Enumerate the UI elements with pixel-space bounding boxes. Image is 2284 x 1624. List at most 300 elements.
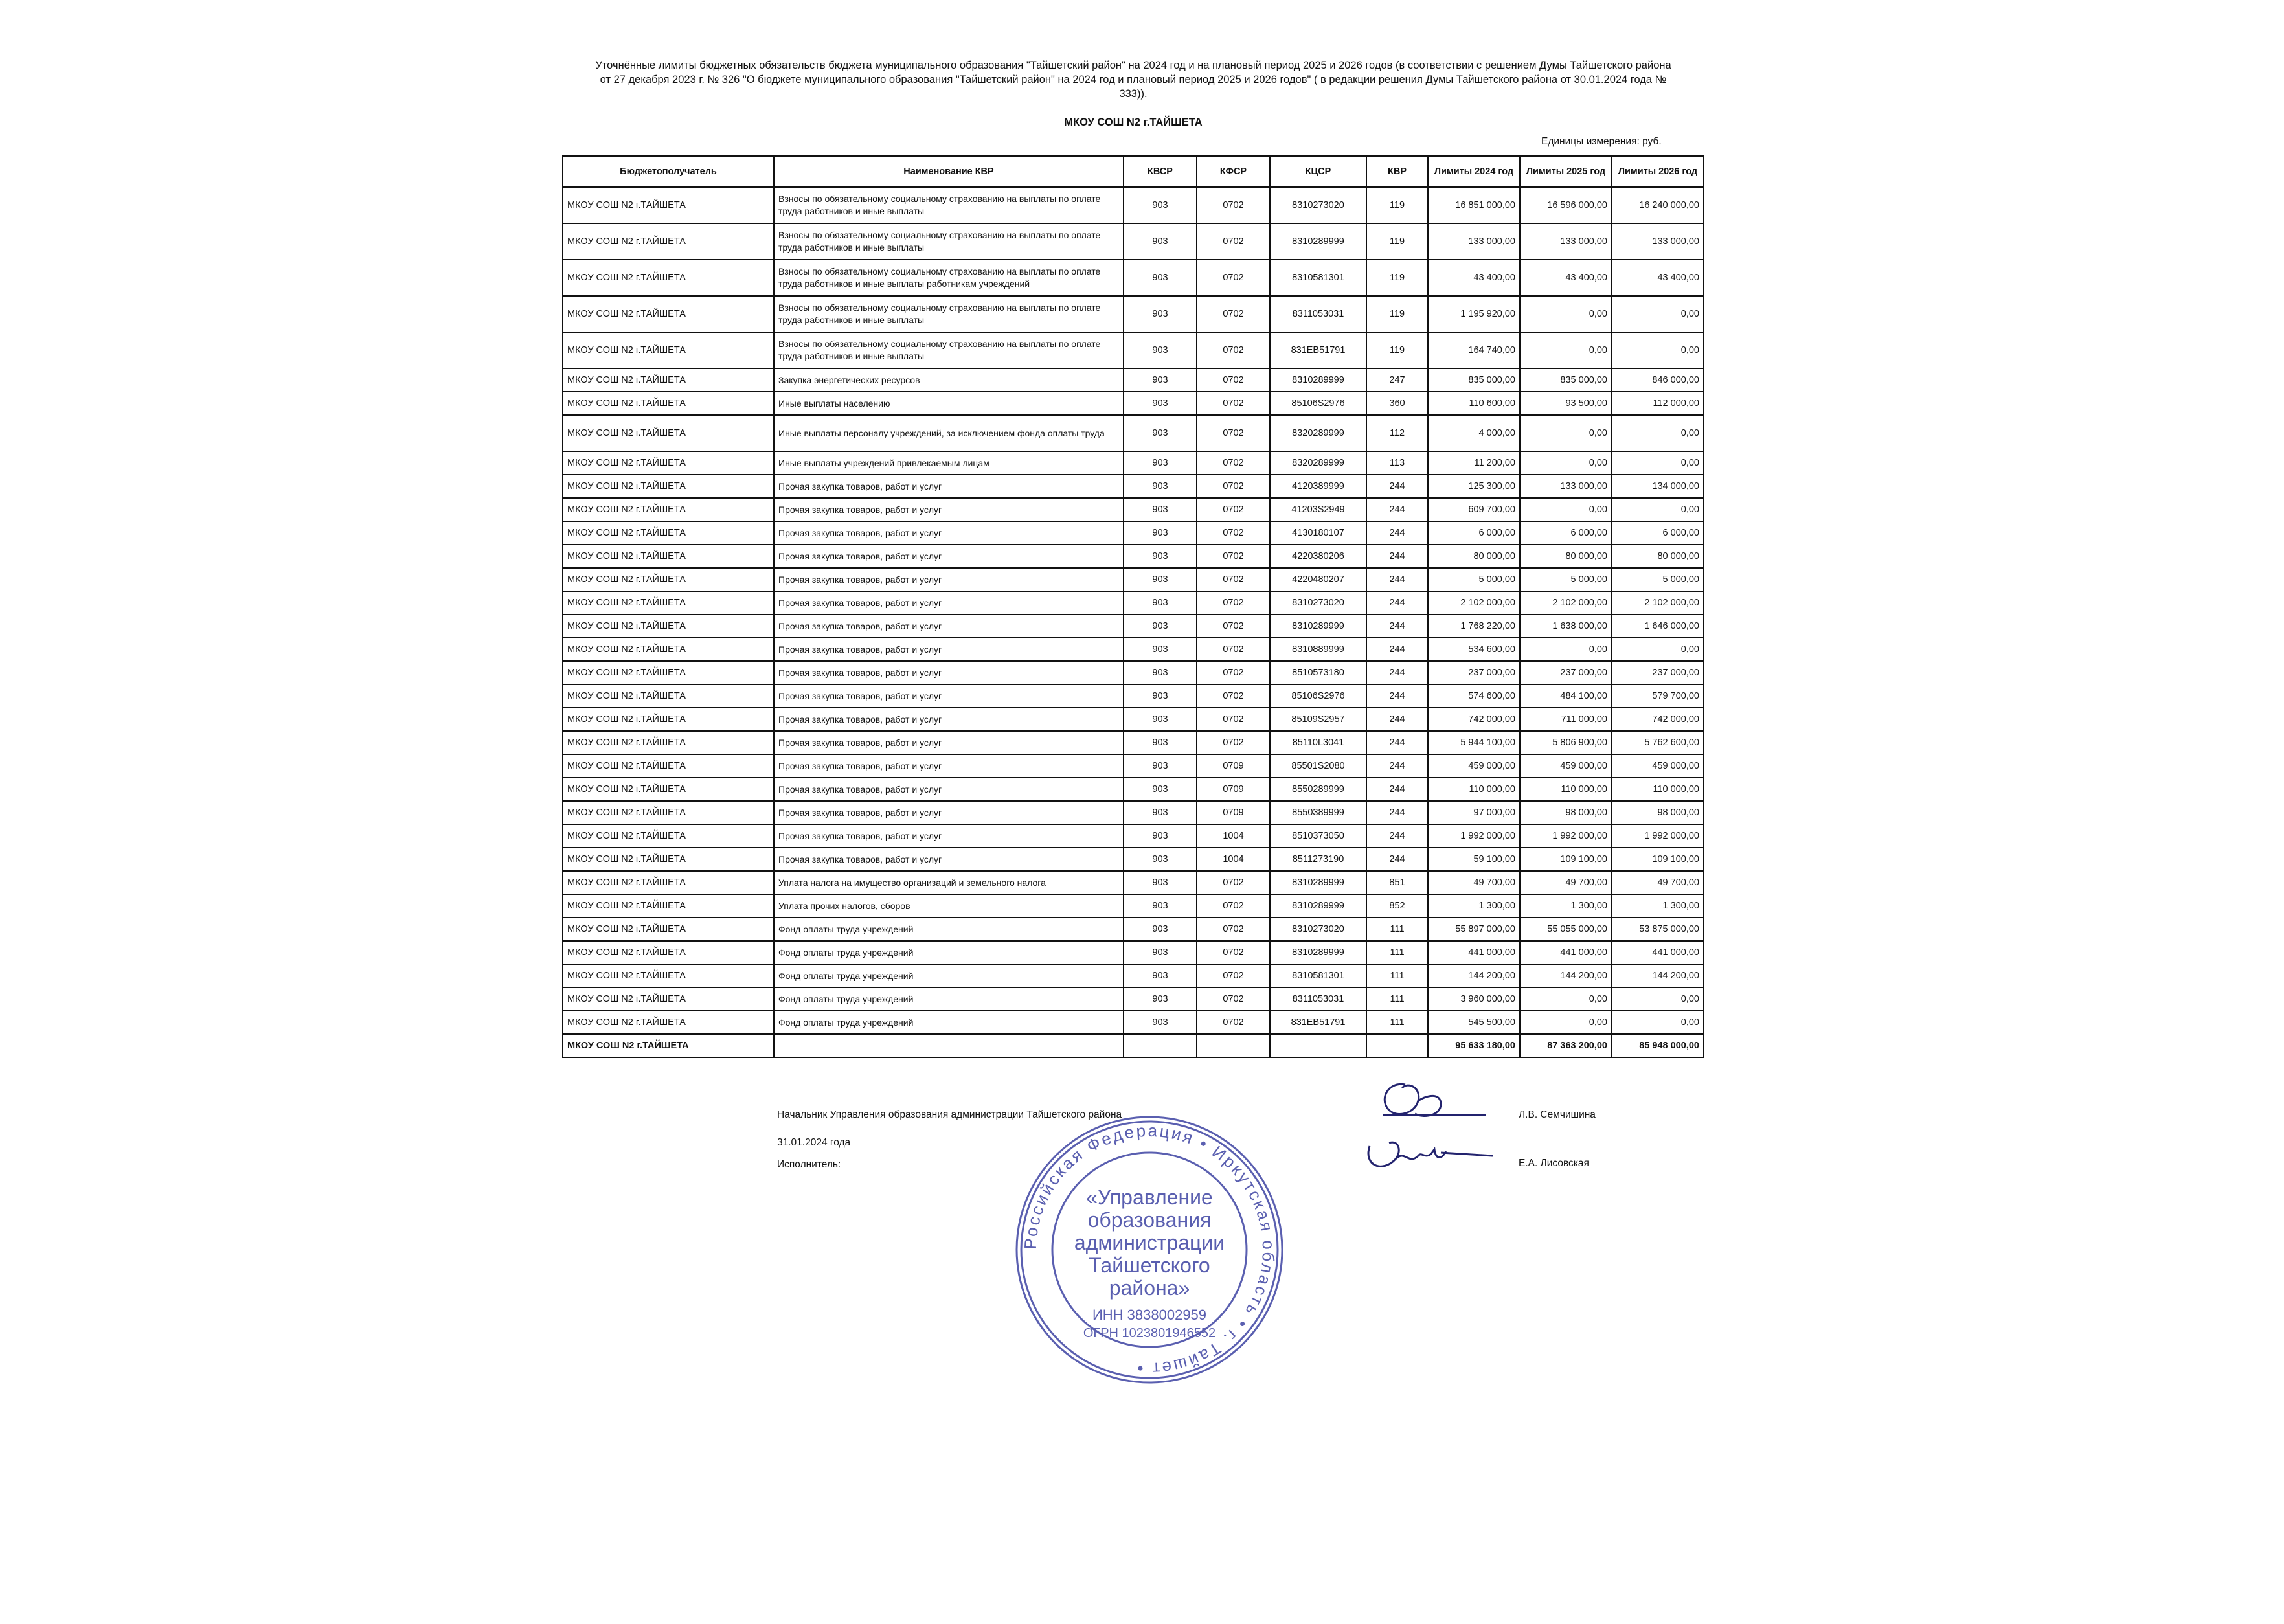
table-row xyxy=(563,260,1704,296)
cell-kvr: 244 xyxy=(1366,684,1428,708)
table-row xyxy=(563,1011,1704,1034)
cell-kvsr: 903 xyxy=(1124,1011,1197,1034)
cell-limit-2025: 0,00 xyxy=(1520,296,1612,332)
cell-kvsr: 903 xyxy=(1124,615,1197,638)
cell-kfsr: 0702 xyxy=(1197,187,1270,223)
cell-kfsr: 1004 xyxy=(1197,824,1270,848)
cell-kvr: 244 xyxy=(1366,521,1428,545)
cell-kfsr: 1004 xyxy=(1197,848,1270,871)
stamp-line-4: Тайшетского xyxy=(1089,1254,1210,1277)
cell-kvr: 244 xyxy=(1366,731,1428,754)
cell-kvsr: 903 xyxy=(1124,941,1197,964)
units-label: Единицы измерения: руб. xyxy=(1541,136,1662,147)
cell-kfsr: 0702 xyxy=(1197,731,1270,754)
table-row xyxy=(563,187,1704,223)
cell-limit-2025: 144 200,00 xyxy=(1520,964,1612,987)
cell-kfsr: 0702 xyxy=(1197,475,1270,498)
header-kvr: КВР xyxy=(1366,156,1428,187)
cell-limit-2024: 459 000,00 xyxy=(1428,754,1520,778)
cell-recipient: МКОУ СОШ N2 г.ТАЙШЕТА xyxy=(563,918,774,941)
cell-kvsr: 903 xyxy=(1124,475,1197,498)
cell-limit-2026: 846 000,00 xyxy=(1612,368,1704,392)
cell-kvr-name: Прочая закупка товаров, работ и услуг xyxy=(774,521,1124,545)
cell-limit-2024: 55 897 000,00 xyxy=(1428,918,1520,941)
cell-limit-2025: 6 000,00 xyxy=(1520,521,1612,545)
cell-kvr: 111 xyxy=(1366,964,1428,987)
cell-limit-2024: 16 851 000,00 xyxy=(1428,187,1520,223)
cell-kvsr: 903 xyxy=(1124,545,1197,568)
cell-kvsr: 903 xyxy=(1124,223,1197,260)
stamp-line-2: образования xyxy=(1087,1208,1212,1232)
cell-recipient: МКОУ СОШ N2 г.ТАЙШЕТА xyxy=(563,475,774,498)
cell-kvr-name: Прочая закупка товаров, работ и услуг xyxy=(774,848,1124,871)
header-kcsr: КЦСР xyxy=(1270,156,1366,187)
cell-recipient: МКОУ СОШ N2 г.ТАЙШЕТА xyxy=(563,392,774,415)
cell-kvr: 111 xyxy=(1366,918,1428,941)
cell-kvr: 244 xyxy=(1366,801,1428,824)
cell-kvr: 119 xyxy=(1366,223,1428,260)
cell-kvr-name: Фонд оплаты труда учреждений xyxy=(774,918,1124,941)
stamp-line-5: района» xyxy=(1109,1276,1190,1300)
cell-limit-2024: 1 768 220,00 xyxy=(1428,615,1520,638)
cell-limit-2025: 711 000,00 xyxy=(1520,708,1612,731)
cell-kvsr: 903 xyxy=(1124,498,1197,521)
cell-kcsr: 4130180107 xyxy=(1270,521,1366,545)
stamp-outer-text: Российская Федерация • Иркутская область • г. Тайшет • xyxy=(1020,1120,1279,1379)
cell-kvr: 244 xyxy=(1366,824,1428,848)
cell-kvr: 851 xyxy=(1366,871,1428,894)
cell-recipient: МКОУ СОШ N2 г.ТАЙШЕТА xyxy=(563,754,774,778)
cell-kfsr: 0702 xyxy=(1197,392,1270,415)
cell-recipient: МКОУ СОШ N2 г.ТАЙШЕТА xyxy=(563,941,774,964)
cell-kvsr: 903 xyxy=(1124,871,1197,894)
cell-limit-2026: 133 000,00 xyxy=(1612,223,1704,260)
cell-limit-2024: 110 600,00 xyxy=(1428,392,1520,415)
cell-recipient: МКОУ СОШ N2 г.ТАЙШЕТА xyxy=(563,260,774,296)
table-row xyxy=(563,684,1704,708)
table-row xyxy=(563,638,1704,661)
table-row xyxy=(563,451,1704,475)
cell-kfsr: 0702 xyxy=(1197,223,1270,260)
cell-kvr-name: Фонд оплаты труда учреждений xyxy=(774,1011,1124,1034)
cell-recipient: МКОУ СОШ N2 г.ТАЙШЕТА xyxy=(563,545,774,568)
table-row xyxy=(563,392,1704,415)
cell-recipient: МКОУ СОШ N2 г.ТАЙШЕТА xyxy=(563,451,774,475)
cell-kvr-name: Взносы по обязательному социальному страхованию на выплаты по оплате труда работников и иные выплаты xyxy=(774,296,1124,332)
cell-kfsr: 0702 xyxy=(1197,987,1270,1011)
cell-limit-2026: 1 646 000,00 xyxy=(1612,615,1704,638)
cell-kvr-name: Иные выплаты персоналу учреждений, за исключением фонда оплаты труда xyxy=(774,415,1124,451)
stamp-inn: ИНН 3838002959 xyxy=(1092,1307,1207,1323)
table-row xyxy=(563,708,1704,731)
table-row xyxy=(563,368,1704,392)
cell-limit-2025: 93 500,00 xyxy=(1520,392,1612,415)
cell-kfsr: 0709 xyxy=(1197,801,1270,824)
cell-kvr-name: Иные выплаты населению xyxy=(774,392,1124,415)
cell-limit-2024: 3 960 000,00 xyxy=(1428,987,1520,1011)
header-recipient: Бюджетополучатель xyxy=(563,156,774,187)
cell-kvr-name: Прочая закупка товаров, работ и услуг xyxy=(774,475,1124,498)
cell-kcsr: 8320289999 xyxy=(1270,451,1366,475)
cell-kvr-name: Прочая закупка товаров, работ и услуг xyxy=(774,638,1124,661)
cell-recipient: МКОУ СОШ N2 г.ТАЙШЕТА xyxy=(563,521,774,545)
cell-kfsr: 0702 xyxy=(1197,521,1270,545)
table-row xyxy=(563,871,1704,894)
cell-kfsr xyxy=(1197,1034,1270,1057)
total-row xyxy=(563,1034,1704,1057)
cell-kcsr: 85106S2976 xyxy=(1270,684,1366,708)
cell-kvsr: 903 xyxy=(1124,260,1197,296)
table-row xyxy=(563,731,1704,754)
cell-limit-2024: 59 100,00 xyxy=(1428,848,1520,871)
cell-kcsr: 831EB51791 xyxy=(1270,1011,1366,1034)
cell-kvr: 244 xyxy=(1366,568,1428,591)
cell-recipient: МКОУ СОШ N2 г.ТАЙШЕТА xyxy=(563,661,774,684)
cell-limit-2024: 49 700,00 xyxy=(1428,871,1520,894)
heading-line-2: от 27 декабря 2023 г. № 326 "О бюджете муниципального образования "Тайшетский район" на 2024 год и плановый период 2025 и 2026 годов" ( в редакции решения Думы Тайшетского района от 30.01.2024 года № xyxy=(600,74,1667,85)
cell-kfsr: 0702 xyxy=(1197,918,1270,941)
cell-kvsr: 903 xyxy=(1124,661,1197,684)
cell-limit-2025: 0,00 xyxy=(1520,638,1612,661)
cell-kvr-name: Прочая закупка товаров, работ и услуг xyxy=(774,801,1124,824)
cell-kvsr: 903 xyxy=(1124,731,1197,754)
cell-limit-2024: 441 000,00 xyxy=(1428,941,1520,964)
cell-kvr-name: Взносы по обязательному социальному страхованию на выплаты по оплате труда работников и иные выплаты xyxy=(774,187,1124,223)
cell-limit-2024: 237 000,00 xyxy=(1428,661,1520,684)
cell-kvr-name: Прочая закупка товаров, работ и услуг xyxy=(774,498,1124,521)
cell-recipient: МКОУ СОШ N2 г.ТАЙШЕТА xyxy=(563,778,774,801)
cell-kfsr: 0702 xyxy=(1197,941,1270,964)
cell-limit-2025: 55 055 000,00 xyxy=(1520,918,1612,941)
cell-limit-2024: 110 000,00 xyxy=(1428,778,1520,801)
cell-limit-2025: 5 000,00 xyxy=(1520,568,1612,591)
cell-recipient: МКОУ СОШ N2 г.ТАЙШЕТА xyxy=(563,848,774,871)
cell-limit-2024: 609 700,00 xyxy=(1428,498,1520,521)
cell-kvsr: 903 xyxy=(1124,918,1197,941)
cell-limit-2024: 4 000,00 xyxy=(1428,415,1520,451)
cell-recipient: МКОУ СОШ N2 г.ТАЙШЕТА xyxy=(563,894,774,918)
cell-kcsr: 8550389999 xyxy=(1270,801,1366,824)
cell-limit-2026: 0,00 xyxy=(1612,498,1704,521)
cell-kcsr: 8310889999 xyxy=(1270,638,1366,661)
cell-kcsr: 4120389999 xyxy=(1270,475,1366,498)
cell-kvr-name: Прочая закупка товаров, работ и услуг xyxy=(774,615,1124,638)
cell-kvr-name xyxy=(774,1034,1124,1057)
cell-limit-2024: 125 300,00 xyxy=(1428,475,1520,498)
cell-limit-2024: 1 195 920,00 xyxy=(1428,296,1520,332)
cell-kvr: 111 xyxy=(1366,1011,1428,1034)
cell-recipient: МКОУ СОШ N2 г.ТАЙШЕТА xyxy=(563,591,774,615)
cell-limit-2024: 742 000,00 xyxy=(1428,708,1520,731)
cell-limit-2025: 80 000,00 xyxy=(1520,545,1612,568)
cell-kfsr: 0702 xyxy=(1197,615,1270,638)
cell-limit-2025: 459 000,00 xyxy=(1520,754,1612,778)
cell-limit-2025: 133 000,00 xyxy=(1520,223,1612,260)
cell-limit-2025: 237 000,00 xyxy=(1520,661,1612,684)
cell-recipient: МКОУ СОШ N2 г.ТАЙШЕТА xyxy=(563,731,774,754)
cell-limit-2025: 484 100,00 xyxy=(1520,684,1612,708)
heading-line-3: 333)). xyxy=(1119,88,1148,100)
cell-kfsr: 0702 xyxy=(1197,1011,1270,1034)
cell-kvsr: 903 xyxy=(1124,451,1197,475)
executor-name: Е.А. Лисовская xyxy=(1519,1158,1589,1169)
cell-kfsr: 0709 xyxy=(1197,778,1270,801)
cell-kvsr: 903 xyxy=(1124,187,1197,223)
cell-limit-2025: 0,00 xyxy=(1520,415,1612,451)
table-row xyxy=(563,824,1704,848)
cell-limit-2025: 0,00 xyxy=(1520,1011,1612,1034)
cell-kcsr: 8310289999 xyxy=(1270,894,1366,918)
cell-kvsr: 903 xyxy=(1124,801,1197,824)
cell-kfsr: 0702 xyxy=(1197,964,1270,987)
cell-limit-2024: 1 992 000,00 xyxy=(1428,824,1520,848)
cell-limit-2025: 2 102 000,00 xyxy=(1520,591,1612,615)
cell-recipient: МКОУ СОШ N2 г.ТАЙШЕТА xyxy=(563,987,774,1011)
cell-kvsr: 903 xyxy=(1124,778,1197,801)
table-row xyxy=(563,475,1704,498)
cell-limit-2024: 5 000,00 xyxy=(1428,568,1520,591)
cell-kvsr: 903 xyxy=(1124,415,1197,451)
cell-limit-2026: 742 000,00 xyxy=(1612,708,1704,731)
cell-limit-2026: 6 000,00 xyxy=(1612,521,1704,545)
cell-limit-2026: 1 300,00 xyxy=(1612,894,1704,918)
cell-limit-2024: 43 400,00 xyxy=(1428,260,1520,296)
cell-kcsr: 8510373050 xyxy=(1270,824,1366,848)
cell-limit-2025: 110 000,00 xyxy=(1520,778,1612,801)
cell-kvsr: 903 xyxy=(1124,708,1197,731)
cell-kvr: 119 xyxy=(1366,260,1428,296)
cell-kvr xyxy=(1366,1034,1428,1057)
cell-kvr: 244 xyxy=(1366,498,1428,521)
cell-limit-2026: 579 700,00 xyxy=(1612,684,1704,708)
cell-limit-2026: 0,00 xyxy=(1612,296,1704,332)
cell-limit-2024: 6 000,00 xyxy=(1428,521,1520,545)
cell-limit-2026: 80 000,00 xyxy=(1612,545,1704,568)
cell-limit-2026: 16 240 000,00 xyxy=(1612,187,1704,223)
table-row xyxy=(563,918,1704,941)
table-row xyxy=(563,941,1704,964)
cell-kvr: 119 xyxy=(1366,187,1428,223)
cell-kcsr: 8310289999 xyxy=(1270,615,1366,638)
cell-limit-2026: 53 875 000,00 xyxy=(1612,918,1704,941)
cell-kcsr: 85110L3041 xyxy=(1270,731,1366,754)
cell-kvr: 852 xyxy=(1366,894,1428,918)
limits-table xyxy=(562,155,1704,1058)
header-limit-2026: Лимиты 2026 год xyxy=(1612,156,1704,187)
cell-kvr: 244 xyxy=(1366,848,1428,871)
cell-limit-2026: 0,00 xyxy=(1612,415,1704,451)
cell-kvr: 244 xyxy=(1366,591,1428,615)
cell-recipient: МКОУ СОШ N2 г.ТАЙШЕТА xyxy=(563,684,774,708)
cell-limit-2026: 98 000,00 xyxy=(1612,801,1704,824)
cell-kfsr: 0702 xyxy=(1197,296,1270,332)
cell-kcsr: 8310581301 xyxy=(1270,260,1366,296)
cell-kvsr: 903 xyxy=(1124,638,1197,661)
cell-kvr-name: Прочая закупка товаров, работ и услуг xyxy=(774,754,1124,778)
cell-kfsr: 0702 xyxy=(1197,545,1270,568)
cell-limit-2024: 144 200,00 xyxy=(1428,964,1520,987)
heading-line-1: Уточнённые лимиты бюджетных обязательств бюджета муниципального образования "Тайшетский район" на 2024 год и на плановый период 2025 и 2026 годов (в соответствии с решением Думы Тайшетского района xyxy=(595,60,1671,71)
cell-limit-2026: 0,00 xyxy=(1612,638,1704,661)
cell-kfsr: 0702 xyxy=(1197,661,1270,684)
cell-recipient: МКОУ СОШ N2 г.ТАЙШЕТА xyxy=(563,332,774,368)
institution-title: МКОУ СОШ N2 г.ТАЙШЕТА xyxy=(1064,117,1203,128)
cell-kvr: 119 xyxy=(1366,332,1428,368)
cell-limit-2025: 109 100,00 xyxy=(1520,848,1612,871)
cell-kcsr: 41203S2949 xyxy=(1270,498,1366,521)
cell-limit-2024: 133 000,00 xyxy=(1428,223,1520,260)
cell-limit-2025: 49 700,00 xyxy=(1520,871,1612,894)
cell-kvr-name: Прочая закупка товаров, работ и услуг xyxy=(774,591,1124,615)
cell-kvr-name: Фонд оплаты труда учреждений xyxy=(774,941,1124,964)
cell-kvr: 244 xyxy=(1366,661,1428,684)
cell-kvr-name: Закупка энергетических ресурсов xyxy=(774,368,1124,392)
table-row xyxy=(563,296,1704,332)
cell-limit-2025: 1 638 000,00 xyxy=(1520,615,1612,638)
cell-kcsr: 8310273020 xyxy=(1270,591,1366,615)
cell-limit-2025: 0,00 xyxy=(1520,498,1612,521)
cell-kvsr: 903 xyxy=(1124,987,1197,1011)
cell-kvr-name: Взносы по обязательному социальному страхованию на выплаты по оплате труда работников и иные выплаты xyxy=(774,332,1124,368)
header-limit-2024: Лимиты 2024 год xyxy=(1428,156,1520,187)
cell-limit-2024: 95 633 180,00 xyxy=(1428,1034,1520,1057)
cell-kvsr: 903 xyxy=(1124,568,1197,591)
cell-recipient: МКОУ СОШ N2 г.ТАЙШЕТА xyxy=(563,1034,774,1057)
cell-kfsr: 0702 xyxy=(1197,332,1270,368)
cell-limit-2026: 0,00 xyxy=(1612,332,1704,368)
stamp-line-3: администрации xyxy=(1074,1231,1225,1254)
cell-kcsr: 8511273190 xyxy=(1270,848,1366,871)
cell-recipient: МКОУ СОШ N2 г.ТАЙШЕТА xyxy=(563,187,774,223)
cell-limit-2026: 237 000,00 xyxy=(1612,661,1704,684)
table-row xyxy=(563,661,1704,684)
cell-kvr-name: Прочая закупка товаров, работ и услуг xyxy=(774,661,1124,684)
cell-kvr-name: Прочая закупка товаров, работ и услуг xyxy=(774,778,1124,801)
table-row xyxy=(563,848,1704,871)
cell-kvr: 244 xyxy=(1366,475,1428,498)
cell-kvsr: 903 xyxy=(1124,392,1197,415)
table-row xyxy=(563,498,1704,521)
cell-kvr-name: Прочая закупка товаров, работ и услуг xyxy=(774,708,1124,731)
cell-limit-2025: 0,00 xyxy=(1520,451,1612,475)
cell-kcsr: 4220380206 xyxy=(1270,545,1366,568)
cell-kvr: 244 xyxy=(1366,615,1428,638)
cell-kvr: 112 xyxy=(1366,415,1428,451)
table-row xyxy=(563,332,1704,368)
cell-kvsr: 903 xyxy=(1124,521,1197,545)
cell-kvsr: 903 xyxy=(1124,964,1197,987)
table-row xyxy=(563,894,1704,918)
executor-label: Исполнитель: xyxy=(777,1159,841,1170)
cell-kvsr xyxy=(1124,1034,1197,1057)
cell-kvr: 113 xyxy=(1366,451,1428,475)
table-row xyxy=(563,754,1704,778)
cell-limit-2024: 2 102 000,00 xyxy=(1428,591,1520,615)
cell-kcsr: 8310289999 xyxy=(1270,941,1366,964)
cell-kvr: 244 xyxy=(1366,778,1428,801)
cell-kvsr: 903 xyxy=(1124,754,1197,778)
table-row xyxy=(563,591,1704,615)
table-row xyxy=(563,223,1704,260)
cell-limit-2025: 16 596 000,00 xyxy=(1520,187,1612,223)
cell-kvr-name: Прочая закупка товаров, работ и услуг xyxy=(774,731,1124,754)
cell-kfsr: 0702 xyxy=(1197,708,1270,731)
cell-limit-2026: 0,00 xyxy=(1612,1011,1704,1034)
cell-kvr: 111 xyxy=(1366,941,1428,964)
cell-limit-2025: 1 992 000,00 xyxy=(1520,824,1612,848)
cell-kcsr: 8310273020 xyxy=(1270,187,1366,223)
cell-kvr-name: Взносы по обязательному социальному страхованию на выплаты по оплате труда работников и иные выплаты xyxy=(774,223,1124,260)
cell-kvr-name: Прочая закупка товаров, работ и услуг xyxy=(774,545,1124,568)
cell-kcsr: 8310289999 xyxy=(1270,223,1366,260)
cell-limit-2026: 0,00 xyxy=(1612,451,1704,475)
cell-kvr-name: Прочая закупка товаров, работ и услуг xyxy=(774,684,1124,708)
table-row xyxy=(563,415,1704,451)
cell-kvr: 247 xyxy=(1366,368,1428,392)
cell-limit-2025: 0,00 xyxy=(1520,332,1612,368)
cell-kcsr: 85109S2957 xyxy=(1270,708,1366,731)
cell-kcsr: 8311053031 xyxy=(1270,296,1366,332)
cell-kcsr: 831EB51791 xyxy=(1270,332,1366,368)
cell-kcsr: 8320289999 xyxy=(1270,415,1366,451)
cell-recipient: МКОУ СОШ N2 г.ТАЙШЕТА xyxy=(563,498,774,521)
cell-recipient: МКОУ СОШ N2 г.ТАЙШЕТА xyxy=(563,568,774,591)
header-kfsr: КФСР xyxy=(1197,156,1270,187)
table-row xyxy=(563,521,1704,545)
cell-kcsr: 8310289999 xyxy=(1270,368,1366,392)
cell-recipient: МКОУ СОШ N2 г.ТАЙШЕТА xyxy=(563,801,774,824)
table-row xyxy=(563,545,1704,568)
official-stamp xyxy=(1013,1114,1285,1386)
cell-kvr-name: Фонд оплаты труда учреждений xyxy=(774,987,1124,1011)
cell-recipient: МКОУ СОШ N2 г.ТАЙШЕТА xyxy=(563,296,774,332)
cell-kvr-name: Уплата прочих налогов, сборов xyxy=(774,894,1124,918)
cell-limit-2025: 0,00 xyxy=(1520,987,1612,1011)
cell-kvr: 244 xyxy=(1366,708,1428,731)
cell-kfsr: 0702 xyxy=(1197,415,1270,451)
table-row xyxy=(563,964,1704,987)
cell-kfsr: 0702 xyxy=(1197,498,1270,521)
cell-kcsr: 8310581301 xyxy=(1270,964,1366,987)
table-header-row xyxy=(563,156,1704,187)
cell-limit-2026: 459 000,00 xyxy=(1612,754,1704,778)
cell-kvr-name: Иные выплаты учреждений привлекаемым лицам xyxy=(774,451,1124,475)
cell-kvsr: 903 xyxy=(1124,848,1197,871)
cell-limit-2025: 133 000,00 xyxy=(1520,475,1612,498)
cell-kcsr: 8310289999 xyxy=(1270,871,1366,894)
cell-limit-2026: 2 102 000,00 xyxy=(1612,591,1704,615)
cell-recipient: МКОУ СОШ N2 г.ТАЙШЕТА xyxy=(563,1011,774,1034)
cell-recipient: МКОУ СОШ N2 г.ТАЙШЕТА xyxy=(563,615,774,638)
cell-kcsr: 85106S2976 xyxy=(1270,392,1366,415)
cell-limit-2026: 441 000,00 xyxy=(1612,941,1704,964)
cell-limit-2026: 49 700,00 xyxy=(1612,871,1704,894)
cell-kcsr xyxy=(1270,1034,1366,1057)
cell-recipient: МКОУ СОШ N2 г.ТАЙШЕТА xyxy=(563,871,774,894)
cell-recipient: МКОУ СОШ N2 г.ТАЙШЕТА xyxy=(563,415,774,451)
cell-recipient: МКОУ СОШ N2 г.ТАЙШЕТА xyxy=(563,964,774,987)
cell-kvsr: 903 xyxy=(1124,684,1197,708)
cell-kfsr: 0702 xyxy=(1197,894,1270,918)
cell-kvr-name: Прочая закупка товаров, работ и услуг xyxy=(774,568,1124,591)
cell-limit-2026: 110 000,00 xyxy=(1612,778,1704,801)
cell-kfsr: 0702 xyxy=(1197,591,1270,615)
cell-kfsr: 0702 xyxy=(1197,638,1270,661)
cell-limit-2025: 43 400,00 xyxy=(1520,260,1612,296)
cell-kvr: 111 xyxy=(1366,987,1428,1011)
cell-kcsr: 4220480207 xyxy=(1270,568,1366,591)
cell-kfsr: 0702 xyxy=(1197,684,1270,708)
